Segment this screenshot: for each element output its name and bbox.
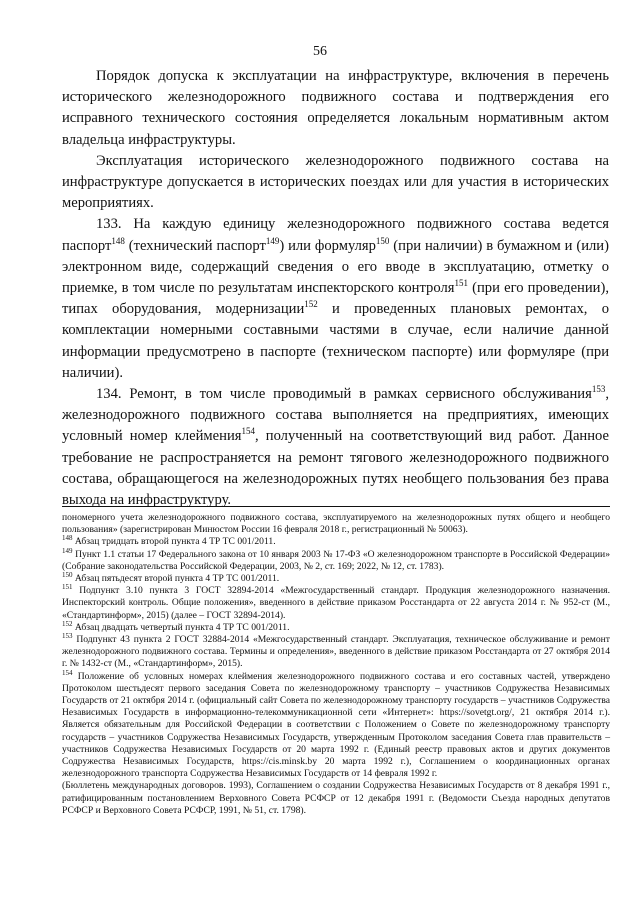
footnote-149: $^{149}$ Пункт 1.1 статьи 17 Федерального закона от 10 января 2003 № 17-ФЗ «О железнодорожном транспорте в Российской Федерации» (Собрание законодательства Российской Федерации, 2003, № 2, ст. 169; 2022, № 12, ст. 1783). [62,546,610,572]
footnote-150: $^{150}$ Абзац пятьдесят второй пункта 4 ТР ТС 001/2011. [62,570,280,585]
page-number: 56 [313,44,327,59]
footnote-154: $^{154}$ Положение об условных номерах клеймения железнодорожного подвижного состава и его составных частей, утверждено Протоколом шестьдесят первого заседания Совета по железнодорожному транспорту – участников Содружества Независимых Государств от 21 октября 2014 г. (официальный сайт Совета по железнодорожному транспорту государств – участников Содружества Независимых Государств в информационно-телекоммуникационной сети «Интернет»: https://sovetgt.org/, 21 октября 2014 г.). Является обязательным для Российской Федерации в соответствии с Положением о Совете по железнодорожному транспорту государств – участников Содружества Независимых Государств, утвержденным Протоколом заседания Совета глав правительств – участников Содружества Независимых Государств от 20 марта 1992 г. (Единый реестр правовых актов и других документов Содружества Независимых Государств, https://cis.minsk.by 20 марта 1992 г.), Соглашением о координационных органах железнодорожного транспорта Содружества Независимых Государств от 14 февраля 1992 г. [62,668,610,780]
footnote-separator [62,506,610,507]
footnote-ref-152[interactable]: 152 [304,299,318,310]
footnote-ref-151[interactable]: 151 [454,278,468,289]
footnote-continuation: пономерного учета железнодорожного подвижного состава, эксплуатируемого на железнодорожных путях общего и необщего пользования» (зарегистрирован Минюстом России 16 февраля 2018 г., регистрационный № 50063). [62,512,610,536]
footnotes [62,512,610,817]
paragraph-134: 134. Ремонт, в том числе проводимый в рамках сервисного обслуживания$^{153}$, железнодорожного подвижного состава выполняется на предприятиях, имеющих условный номер клеймения$^{154}$, полученный на соответствующий вид работ. Данное требование не распространяется на ремонт тягового железнодорожного подвижного состава, обращающегося на железнодорожных путях необщего пользования без права выхода на инфраструктуру. [62,384,610,509]
paragraph-133: 133. На каждую единицу железнодорожного подвижного состава ведется паспорт$^{148}$ (технический паспорт$^{149}$) или формуляр$^{150}$ (при наличии) в бумажном и (или) электронном виде, содержащий сведения о его вводе в эксплуатацию, отметку о приемке, в том числе по результатам инспекторского контроля$^{151}$ (при его проведении), типах оборудования, модернизации$^{152}$ и проведенных плановых ремонтах, о комплектации номерными составными частями в случае, если наличие данной информации предусмотрено в паспорте (техническом паспорте) или формуляре (при наличии). [62,216,609,381]
footnote-ref-153[interactable]: 153 [591,384,606,395]
footnote-151: $^{151}$ Подпункт 3.10 пункта 3 ГОСТ 32894-2014 «Межгосударственный стандарт. Продукция железнодорожного назначения. Инспекторский контроль. Общие положения», введенного в действие приказом Росстандарта от 22 августа 2014 г. № 952-ст (М., «Стандартинформ», 2015) (далее – ГОСТ 32894-2014). [62,583,610,621]
main-text [62,66,609,511]
footnote-ref-149[interactable]: 149 [265,235,280,246]
paragraph-historic-operation: Эксплуатация исторического железнодорожного подвижного состава на инфраструктуре допускается в исторических поездах или для участия в исторических мероприятиях. [62,152,609,212]
footnote-ref-154[interactable]: 154 [241,426,255,437]
footnote-153: $^{153}$ Подпункт 43 пункта 2 ГОСТ 32884-2014 «Межгосударственный стандарт. Эксплуатация, техническое обслуживание и ремонт железнодорожного подвижного состава. Термины и определения», введенного в действие приказом Росстандарта от 27 октября 2014 г. № 1432-ст (М., «Стандартинформ», 2015). [62,631,610,670]
footnote-ref-148[interactable]: 148 [111,235,125,246]
footnote-148: $^{148}$ Абзац тридцать второй пункта 4 ТР ТС 001/2011. [62,534,276,548]
footnote-ref-150[interactable]: 150 [375,235,390,246]
footnote-152: $^{152}$ Абзац двадцать четвертый пункта 4 ТР ТС 001/2011. [62,619,290,633]
paragraph-admission-procedure: Порядок допуска к эксплуатации на инфраструктуре, включения в перечень исторического железнодорожного подвижного состава и подтверждения его исправного технического состояния определяется локальным нормативным актом владельца инфраструктуры. [62,68,609,148]
footnote-154-continuation: (Бюллетень международных договоров. 1993), Соглашением о создании Содружества Независимых Государств от 8 декабря 1991 г., ратифицированным постановлением Верховного Совета РСФСР от 12 декабря 1991 г. (Ведомости Съезда народных депутатов РСФСР и Верховного Совета РСФСР, 1991, № 51, ст. 1798). [62,780,610,816]
